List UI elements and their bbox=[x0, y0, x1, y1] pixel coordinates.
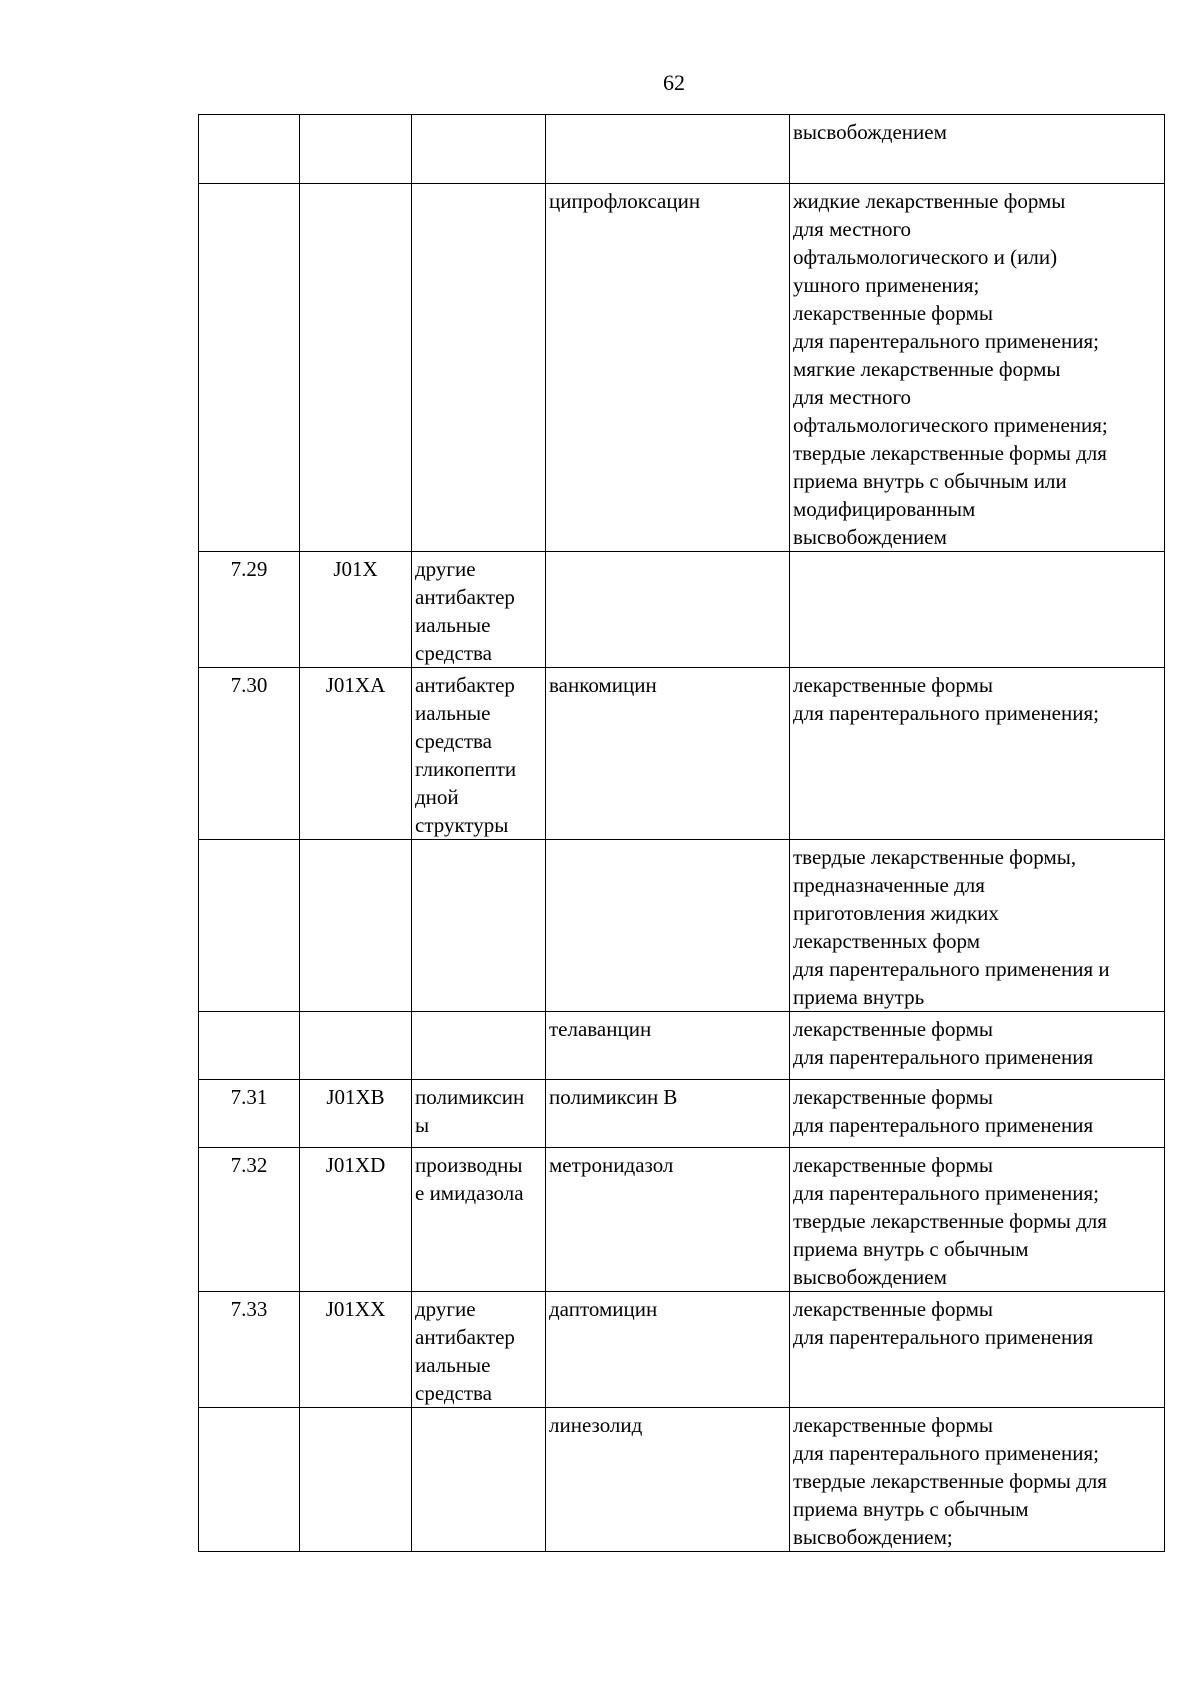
group-name-cell bbox=[412, 1012, 546, 1080]
dosage-form-line: для парентерального применения; bbox=[793, 329, 1099, 353]
drug-name-cell bbox=[546, 115, 790, 184]
group-name-cell bbox=[412, 840, 546, 1012]
group-line: антибактер bbox=[415, 1325, 515, 1349]
dosage-forms-cell bbox=[790, 668, 1165, 840]
dosage-form-line: мягкие лекарственные формы bbox=[793, 357, 1061, 381]
group-name-cell bbox=[412, 1408, 546, 1552]
table-body bbox=[199, 115, 1165, 1552]
dosage-form-line: предназначенные для bbox=[793, 873, 985, 897]
dosage-forms-cell bbox=[790, 1012, 1165, 1080]
dosage-forms-cell bbox=[790, 1148, 1165, 1292]
group-name-cell bbox=[412, 184, 546, 552]
group-line: дной bbox=[415, 785, 459, 809]
atc-code-cell bbox=[300, 184, 412, 552]
group-line: ы bbox=[415, 1113, 430, 1137]
table-row bbox=[199, 668, 1165, 840]
dosage-form-line: твердые лекарственные формы для bbox=[793, 1209, 1107, 1233]
dosage-form-line: приема внутрь с обычным bbox=[793, 1237, 1029, 1261]
row-number-cell: 7.33 bbox=[199, 1292, 300, 1408]
drug-name-cell: полимиксин В bbox=[546, 1080, 790, 1148]
dosage-form-line: высвобождением; bbox=[793, 1525, 953, 1549]
row-number-cell bbox=[199, 184, 300, 552]
dosage-form-line: лекарственные формы bbox=[793, 1413, 993, 1437]
dosage-form-line: для парентерального применения bbox=[793, 1113, 1094, 1137]
row-number-cell: 7.31 bbox=[199, 1080, 300, 1148]
group-line: производны bbox=[415, 1153, 523, 1177]
dosage-form-line: приготовления жидких bbox=[793, 901, 999, 925]
atc-code-cell: J01XD bbox=[300, 1148, 412, 1292]
group-line: е имидазола bbox=[415, 1181, 524, 1205]
group-line: другие bbox=[415, 1297, 476, 1321]
dosage-form-line: лекарственных форм bbox=[793, 929, 981, 953]
dosage-form-line: твердые лекарственные формы для bbox=[793, 1469, 1107, 1493]
dosage-form-line: для парентерального применения bbox=[793, 1045, 1094, 1069]
group-line: гликопепти bbox=[415, 757, 517, 781]
dosage-form-line: для парентерального применения; bbox=[793, 701, 1099, 725]
group-line: иальные bbox=[415, 1353, 491, 1377]
table-row bbox=[199, 840, 1165, 1012]
drug-name-cell: метронидазол bbox=[546, 1148, 790, 1292]
atc-code-cell bbox=[300, 115, 412, 184]
dosage-form-line: лекарственные формы bbox=[793, 673, 993, 697]
drug-name-cell: ципрофлоксацин bbox=[546, 184, 790, 552]
dosage-form-line: высвобождением bbox=[793, 120, 947, 144]
table-row bbox=[199, 1012, 1165, 1080]
row-number-cell: 7.32 bbox=[199, 1148, 300, 1292]
dosage-form-line: приема внутрь с обычным bbox=[793, 1497, 1029, 1521]
group-name-cell bbox=[412, 1292, 546, 1408]
drug-table bbox=[198, 114, 1165, 1552]
table-row bbox=[199, 184, 1165, 552]
atc-code-cell: J01XB bbox=[300, 1080, 412, 1148]
drug-name-cell: ванкомицин bbox=[546, 668, 790, 840]
drug-name-cell bbox=[546, 552, 790, 668]
page-number: 62 bbox=[663, 70, 685, 95]
atc-code-cell: J01XX bbox=[300, 1292, 412, 1408]
dosage-forms-cell bbox=[790, 1080, 1165, 1148]
dosage-form-line: лекарственные формы bbox=[793, 1153, 993, 1177]
table-row bbox=[199, 1292, 1165, 1408]
group-line: средства bbox=[415, 729, 493, 753]
dosage-form-line: офтальмологического и (или) bbox=[793, 245, 1058, 269]
row-number-cell bbox=[199, 1012, 300, 1080]
table-row bbox=[199, 115, 1165, 184]
group-name-cell bbox=[412, 1080, 546, 1148]
group-line: антибактер bbox=[415, 673, 515, 697]
atc-code-cell bbox=[300, 840, 412, 1012]
atc-code-cell bbox=[300, 1408, 412, 1552]
row-number-cell bbox=[199, 1408, 300, 1552]
dosage-form-line: твердые лекарственные формы для bbox=[793, 441, 1107, 465]
dosage-forms-cell bbox=[790, 1292, 1165, 1408]
dosage-form-line: ушного применения; bbox=[793, 273, 980, 297]
dosage-form-line: для парентерального применения; bbox=[793, 1181, 1099, 1205]
dosage-form-line: для парентерального применения и bbox=[793, 957, 1110, 981]
dosage-forms-cell bbox=[790, 840, 1165, 1012]
dosage-forms-cell bbox=[790, 1408, 1165, 1552]
group-line: средства bbox=[415, 641, 493, 665]
group-line: антибактер bbox=[415, 585, 515, 609]
row-number-cell bbox=[199, 115, 300, 184]
dosage-form-line: лекарственные формы bbox=[793, 1297, 993, 1321]
dosage-form-line: твердые лекарственные формы, bbox=[793, 845, 1077, 869]
group-name-cell bbox=[412, 1148, 546, 1292]
dosage-forms-cell bbox=[790, 552, 1165, 668]
dosage-form-line: лекарственные формы bbox=[793, 301, 993, 325]
group-line: иальные bbox=[415, 613, 491, 637]
atc-code-cell: J01X bbox=[300, 552, 412, 668]
group-line: иальные bbox=[415, 701, 491, 725]
dosage-form-line: для местного bbox=[793, 385, 912, 409]
row-number-cell: 7.29 bbox=[199, 552, 300, 668]
dosage-form-line: для парентерального применения bbox=[793, 1325, 1094, 1349]
row-number-cell bbox=[199, 840, 300, 1012]
dosage-form-line: высвобождением bbox=[793, 1265, 947, 1289]
dosage-form-line: для местного bbox=[793, 217, 912, 241]
table-row bbox=[199, 552, 1165, 668]
dosage-form-line: жидкие лекарственные формы bbox=[793, 189, 1066, 213]
table-row bbox=[199, 1080, 1165, 1148]
dosage-forms-cell bbox=[790, 115, 1165, 184]
group-line: средства bbox=[415, 1381, 493, 1405]
table-row bbox=[199, 1148, 1165, 1292]
atc-code-cell bbox=[300, 1012, 412, 1080]
atc-code-cell: J01XA bbox=[300, 668, 412, 840]
group-line: другие bbox=[415, 557, 476, 581]
drug-name-cell bbox=[546, 840, 790, 1012]
group-line: структуры bbox=[415, 813, 509, 837]
group-line: полимиксин bbox=[415, 1085, 525, 1109]
dosage-form-line: для парентерального применения; bbox=[793, 1441, 1099, 1465]
drug-name-cell: телаванцин bbox=[546, 1012, 790, 1080]
dosage-form-line: приема внутрь с обычным или bbox=[793, 469, 1067, 493]
group-name-cell bbox=[412, 552, 546, 668]
drug-name-cell: даптомицин bbox=[546, 1292, 790, 1408]
table-row bbox=[199, 1408, 1165, 1552]
dosage-forms-cell bbox=[790, 184, 1165, 552]
dosage-form-line: модифицированным bbox=[793, 497, 976, 521]
group-name-cell bbox=[412, 115, 546, 184]
group-name-cell bbox=[412, 668, 546, 840]
drug-name-cell: линезолид bbox=[546, 1408, 790, 1552]
dosage-form-line: офтальмологического применения; bbox=[793, 413, 1108, 437]
dosage-form-line: приема внутрь bbox=[793, 985, 925, 1009]
dosage-form-line: лекарственные формы bbox=[793, 1085, 993, 1109]
dosage-form-line: высвобождением bbox=[793, 525, 947, 549]
dosage-form-line: лекарственные формы bbox=[793, 1017, 993, 1041]
row-number-cell: 7.30 bbox=[199, 668, 300, 840]
